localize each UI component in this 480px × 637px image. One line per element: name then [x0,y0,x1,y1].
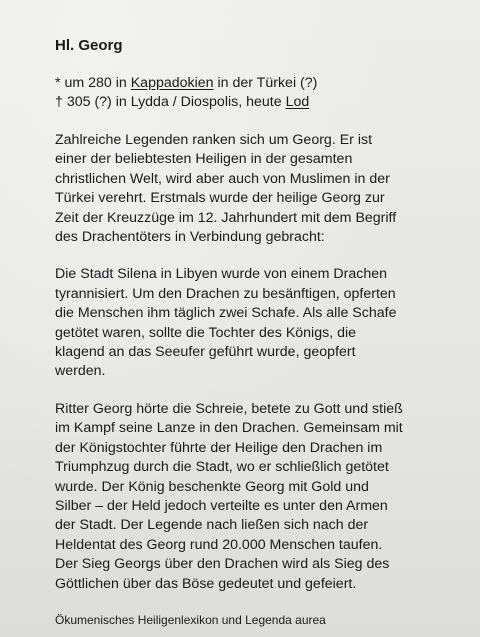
birth-line [55,74,467,93]
death-line [55,93,467,112]
text-line: Ritter Georg hörte die Schreie, betete zu Gott und stieß [55,400,403,417]
document-sheet [55,36,467,628]
text-line: tyrannisiert. Um den Drachen zu besänftigen, opferten [55,285,396,302]
text-line: Zeit der Kreuzzüge im 12. Jahrhundert mit dem Begriff [55,209,397,226]
text-line: Türkei verehrt. Erstmals wurde der heilige Georg zur [55,190,385,207]
text-line: werden. [55,363,106,380]
text-line: wurde. Der König beschenkte Georg mit Gold und [55,478,369,495]
page-title: Hl. Georg [55,37,123,54]
text-line: getötet waren, sollte die Tochter des Königs, die [55,324,357,341]
text-line: Zahlreiche Legenden ranken sich um Georg. Er ist [55,132,373,148]
text-line: Heldentat des Georg rund 20.000 Menschen taufen. [55,536,383,553]
birth-suffix: in der Türkei (?) [213,75,318,91]
text-line: Silber – der Held jedoch verteilte es unter den Armen [55,497,388,514]
text-line: des Drachentöters in Verbindung gebracht: [55,229,325,246]
text-line: die Menschen ihm täglich zwei Schafe. Als alle Schafe [55,305,397,322]
paragraph-ritter-georg [55,400,467,594]
text-line: der Stadt. Der Legende nach ließen sich nach der [55,517,369,534]
text-line: Die Stadt Silena in Libyen wurde von einem Drachen [55,266,388,283]
text-line: klagend an das Seeufer geführt wurde, geopfert [55,344,356,361]
text-line: Der Sieg Georgs über den Drachen wird als Sieg des [55,556,390,573]
death-place-link[interactable]: Lod [285,94,310,110]
text-line: der Königstochter führte der Heilige den Drachen im [55,439,383,456]
text-line: christlichen Welt, wird aber auch von Muslimen in der [55,170,390,187]
source-citation: Ökumenisches Heiligenlexikon und Legenda aurea [55,612,326,627]
text-line: einer der beliebtesten Heiligen in der gesamten [55,151,353,168]
paragraph-intro [55,131,467,247]
birth-prefix: * um 280 in [55,75,131,91]
paragraph-legend [55,265,467,381]
death-prefix: † 305 (?) in Lydda / Diospolis, heute [55,94,286,110]
text-line: im Kampf seine Lanze in den Drachen. Gemeinsam mit [55,420,403,437]
life-dates [55,74,467,112]
text-line: Triumphzug durch die Stadt, wo er schließlich getötet [55,459,389,476]
birth-place-link[interactable]: Kappadokien [130,75,214,91]
text-line: Göttlichen über das Böse gedeutet und gefeiert. [55,575,357,592]
